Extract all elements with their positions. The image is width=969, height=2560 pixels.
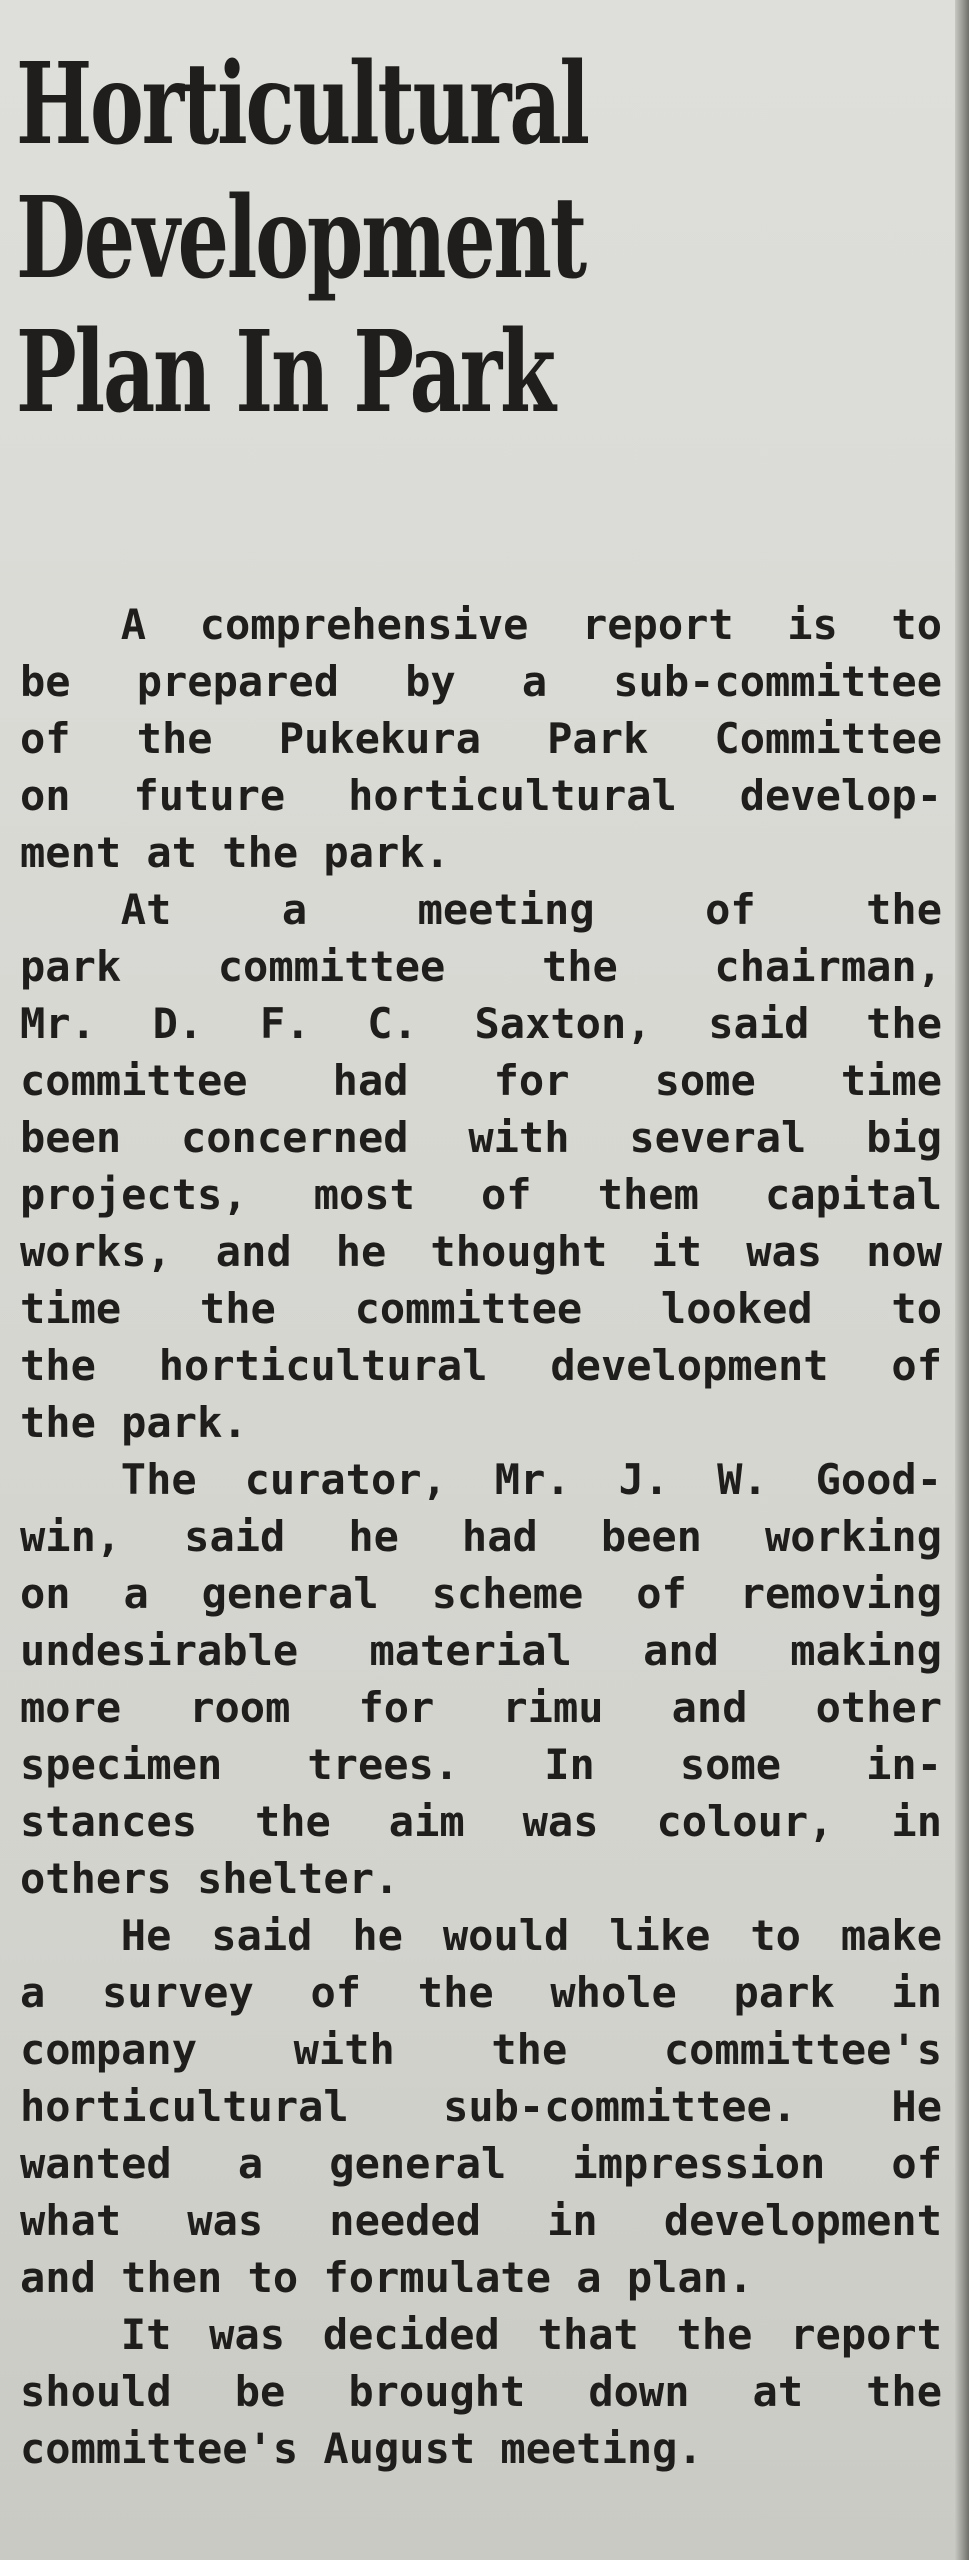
text-line: A comprehensive report is to [120,600,942,649]
text-line: The curator, Mr. J. W. Good- [120,1455,942,1504]
text-line: should be brought down at the [20,2367,942,2416]
column-rule [955,0,969,2560]
text-line: works, and he thought it was now [20,1227,942,1276]
text-line: what was needed in development [20,2196,942,2245]
text-line: company with the committee's [20,2025,942,2074]
headline-line: Development [16,173,585,304]
text-line: projects, most of them capital [20,1170,942,1219]
text-line: been concerned with several big [20,1113,942,1162]
text-line: At a meeting of the [120,885,942,934]
text-line: It was decided that the report [120,2310,942,2359]
text-line: specimen trees. In some in- [20,1740,942,1789]
text-line: wanted a general impression of [20,2139,942,2188]
text-line: and then to formulate a plan. [20,2253,754,2302]
text-line: on a general scheme of removing [20,1569,942,1618]
paragraph-2 [20,881,942,1451]
paragraph-3 [20,1451,942,1907]
text-line: be prepared by a sub-committee [20,657,942,706]
paragraph-1 [20,596,942,881]
text-line: the horticultural development of [20,1341,942,1390]
headline-line: Horticultural [16,39,588,170]
text-line: horticultural sub-committee. He [20,2082,942,2131]
paragraph-4 [20,1907,942,2306]
paragraph-5 [20,2306,942,2477]
text-line: park committee the chairman, [20,942,942,991]
headline [16,38,693,440]
text-line: ment at the park. [20,828,450,877]
text-line: on future horticultural develop- [20,771,942,820]
text-line: win, said he had been working [20,1512,942,1561]
text-line: others shelter. [20,1854,400,1903]
text-line: committee's August meeting. [20,2424,703,2473]
text-line: the park. [20,1398,248,1447]
text-line: committee had for some time [20,1056,942,1105]
text-line: Mr. D. F. C. Saxton, said the [20,999,942,1048]
headline-line: Plan In Park [16,307,554,438]
text-line: time the committee looked to [20,1284,942,1333]
text-line: more room for rimu and other [20,1683,942,1732]
text-line: He said he would like to make [120,1911,942,1960]
article-body [20,596,942,2477]
text-line: a survey of the whole park in [20,1968,942,2017]
text-line: undesirable material and making [20,1626,942,1675]
text-line: of the Pukekura Park Committee [20,714,942,763]
text-line: stances the aim was colour, in [20,1797,942,1846]
